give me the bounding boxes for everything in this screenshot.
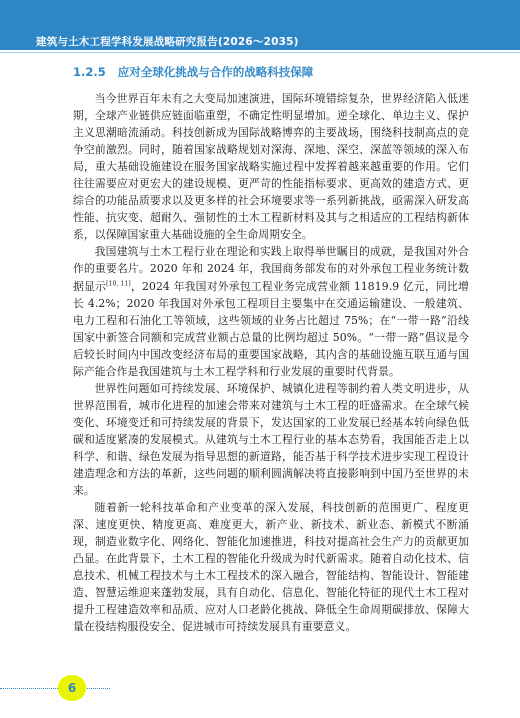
running-header-title: 建筑与土木工程学科发展战略研究报告(2026～2035) — [36, 36, 299, 48]
paragraph-2-text-a: 我国建筑与土木工程行业在理论和实践上取得举世瞩目的成就，是我国对外合作的重要名片。2020 年和 2024 年，我国商务部发布的对外承包工程业务统计数据显示 — [73, 245, 469, 293]
page-number: 6 — [58, 675, 86, 701]
paragraph-1: 当今世界百年未有之大变局加速演进，国际环境错综复杂，世界经济陷入低迷期，全球产业链供应链面临重塑，不确定性明显增加。逆全球化、单边主义、保护主义思潮暗流涌动。科技创新成为国际战略博弈的主要战场，围绕科技制高点的竞争空前激烈。同时，随着国家战略规划对深海、深地、深空、深蓝等领域的深入布局，重大基础设施建设在服务国家战略实施过程中发挥着越来越重要的作用。它们往往需要应对更宏大的建设规模、更严苛的性能指标要求、更高效的建造方式、更综合的功能品质要求以及更多样的社会环境要求等一系列新挑战，亟需深入研发高性能、抗灾变、超耐久、强韧性的土木工程新材料及其与之相适应的工程结构新体系，以保障国家重大基础设施的全生命周期安全。 — [73, 92, 469, 242]
footer-dotted-rule — [0, 688, 110, 689]
paragraph-2-text-b: ，2024 年我国对外承包工程业务完成营业额 11819.9 亿元，同比增长 4.2%；2020 年我国对外承包工程项目主要集中在交通运输建设、一般建筑、电力工程和石油化工等领域，这些领域的业务占比超过 75%；在“一带一路”沿线国家中新签合同额和完成营业额占总量的比例均超过 50%。“一带一路”倡议是今后较长时间内中国改变经济布局的重要国家战略，其内含的基础设施互联互通与国际产能合作是我国建筑与土木工程学科和行业发展的重要时代背景。 — [73, 279, 469, 378]
section-number: 1.2.5 — [73, 65, 106, 79]
header-divider-thin — [0, 52, 520, 53]
section-heading — [73, 64, 313, 80]
section-title: 应对全球化挑战与合作的战略科技保障 — [117, 65, 314, 79]
paragraph-3: 世界性问题如可持续发展、环境保护、城镇化进程等制约着人类文明进步，从世界范围看，城市化进程的加速会带来对建筑与土木工程的旺盛需求。在全球气候变化、环境变迁和可持续发展的背景下，发达国家的工业发展已经基本转向绿色低碳和适度紧凑的发展模式。从建筑与土木工程行业的基本态势看，我国能否走上以科学、和谐、绿色发展为指导思想的新道路，能否基于科学技术进步实现工程设计建造理念和方法的革新，这些问题的顺利圆满解决将直接影响到中国乃至世界的未来。 — [73, 381, 469, 498]
page-footer — [0, 672, 520, 712]
paragraph-4: 随着新一轮科技革命和产业变革的深入发展，科技创新的范围更广、程度更深、速度更快、精度更高、难度更大，新产业、新技术、新业态、新模式不断涌现，制造业数字化、网络化、智能化加速推进，科技对提高社会生产力的贡献更加凸显。在此背景下，土木工程的智能化升级成为时代新需求。随着自动化技术、信息技术、机械工程技术与土木工程技术的深入融合，智能结构、智能设计、智能建造、智慧运维迎来蓬勃发展，具有自动化、信息化、智能化特征的现代土木工程对提升工程建造效率和品质、应对人口老龄化挑战、降低全生命周期碳排放、保障大量在役结构服役安全、促进城市可持续发展具有重要意义。 — [73, 501, 469, 634]
body-text — [73, 90, 469, 636]
paragraph-2 — [73, 243, 469, 379]
header-bar — [0, 0, 520, 50]
citation-marker: [10, 11] — [106, 279, 131, 287]
